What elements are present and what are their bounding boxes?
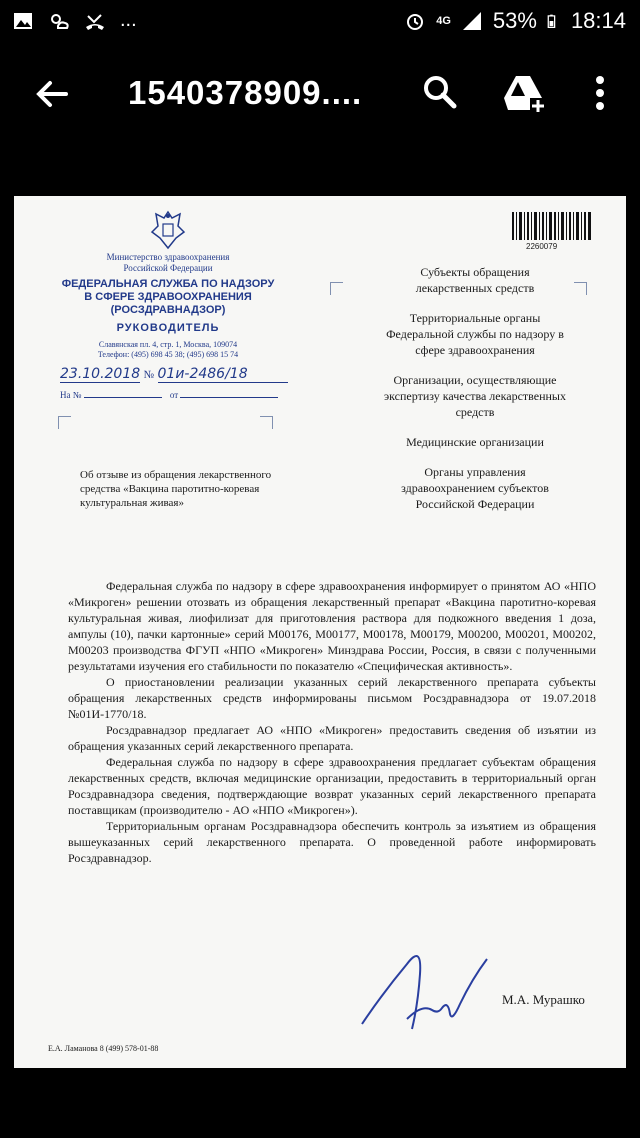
status-left [12,9,137,32]
more-vert-icon[interactable] [590,72,610,114]
back-arrow-icon[interactable] [32,74,72,114]
ministry-line: Министерство здравоохранения [106,252,230,262]
incoming-date-line [180,397,278,398]
ministry-name [54,252,282,274]
address-line: Телефон: (495) 698 45 38; (495) 698 15 74 [97,350,239,359]
body-paragraph: Территориальным органам Росздравнадзора обеспечить контроль за изъятием из обращения вышеуказанных серий лекарственного препарата. О проведенной работе информировать Росздравнадзор. [68,819,596,865]
corner-mark [260,416,273,429]
signal-icon [461,10,483,32]
signature [352,934,502,1034]
body-paragraph: Федеральная служба по надзору в сфере здравоохранения предлагает субъектам обращения лекарственных средств, включая медицинские организации, предоставить в территориальный орган Росздравнадзора сведения, подтверждающие возврат указанных серий лекарственного препарата поставщикам (производителю - АО «НПО «Микроген»). [68,755,596,817]
weather-icon [48,10,70,32]
document-page [14,196,626,1068]
address [54,340,282,360]
incoming-number-row [60,390,278,400]
subject-line: Об отзыве из обращения лекарственного средства «Вакцина паротитно-коревая культуральная живая» [80,469,272,509]
status-bar [0,0,640,44]
head-title: РУКОВОДИТЕЛЬ [116,322,220,334]
clock: 18:14 [570,8,626,33]
service-line: ФЕДЕРАЛЬНАЯ СЛУЖБА ПО НАДЗОРУ [61,278,275,290]
recipient: Органы управления здравоохранением субъектов Российской Федерации [401,465,549,511]
outgoing-date: 23.10.2018 [60,366,141,382]
network-type: 4G [436,15,451,27]
recipient: Субъекты обращения лекарственных средств [415,265,535,295]
battery-percent: 53% [492,8,537,33]
drive-add-icon[interactable] [502,72,548,114]
incoming-from: от [169,390,179,400]
address-line: Славянская пл. 4, стр. 1, Москва, 109074 [98,340,238,349]
service-line: (РОСЗДРАВНАДЗОР) [110,304,226,316]
service-name [54,278,282,317]
outgoing-no-label: № [143,369,154,381]
recipient: Медицинские организации [406,435,544,449]
status-right [404,8,626,34]
outgoing-number-row [60,366,340,388]
incoming-line [84,397,162,398]
outgoing-number: 01и-2486/18 [158,366,288,383]
body-paragraph: О приостановлении реализации указанных серий лекарственного препарата субъекты обращения лекарственных средств информированы письмом Росздравнадзора от 19.07.2018 №01И-1770/18. [68,675,596,721]
search-icon[interactable] [420,72,460,112]
gallery-icon [12,10,34,32]
notification-more: ... [120,9,137,31]
file-title: 1540378909.... [128,74,363,111]
battery-icon [547,10,561,32]
alarm-icon [404,10,426,32]
recipients [344,264,606,526]
body-paragraph: Росздравнадзор предлагает АО «НПО «Микроген» предоставить сведения об изъятии из обращения указанных серий лекарственного препарата. [68,723,596,753]
recipient: Организации, осуществляющие экспертизу качества лекарственных средств [384,373,566,419]
barcode-number: 2260079 [526,242,558,251]
corner-mark [330,282,343,295]
recipient: Территориальные органы Федеральной службы по надзору в сфере здравоохранения [386,311,564,357]
corner-mark [58,416,71,429]
missed-call-icon [84,10,106,32]
coat-of-arms-icon [148,208,188,250]
ministry-line: Российской Федерации [123,263,213,273]
app-bar [0,44,640,144]
signer-name: М.А. Мурашко [502,992,585,1007]
executor-info: Е.А. Ламанова 8 (499) 578-01-88 [48,1044,159,1053]
service-line: В СФЕРЕ ЗДРАВООХРАНЕНИЯ [84,291,252,303]
body-paragraph: Федеральная служба по надзору в сфере здравоохранения информирует о принятом АО «НПО «Микроген» решении отозвать из обращения лекарственный препарат «Вакцина паротитно-коревая культуральная живая, лиофилизат для приготовления раствора для подкожного введения 1 доза, ампулы (10), пачки картонные» серий М00176, М00177, М00178, М00179, М00200, М00201, М00202, М00203 производства ФГУП «НПО «Микроген» Минздрава России, Россия, в связи с полученными результатами изучения его стабильности по показателю «Специфическая активность». [68,579,596,673]
incoming-label: На № [60,390,82,400]
letter-body [68,578,596,866]
